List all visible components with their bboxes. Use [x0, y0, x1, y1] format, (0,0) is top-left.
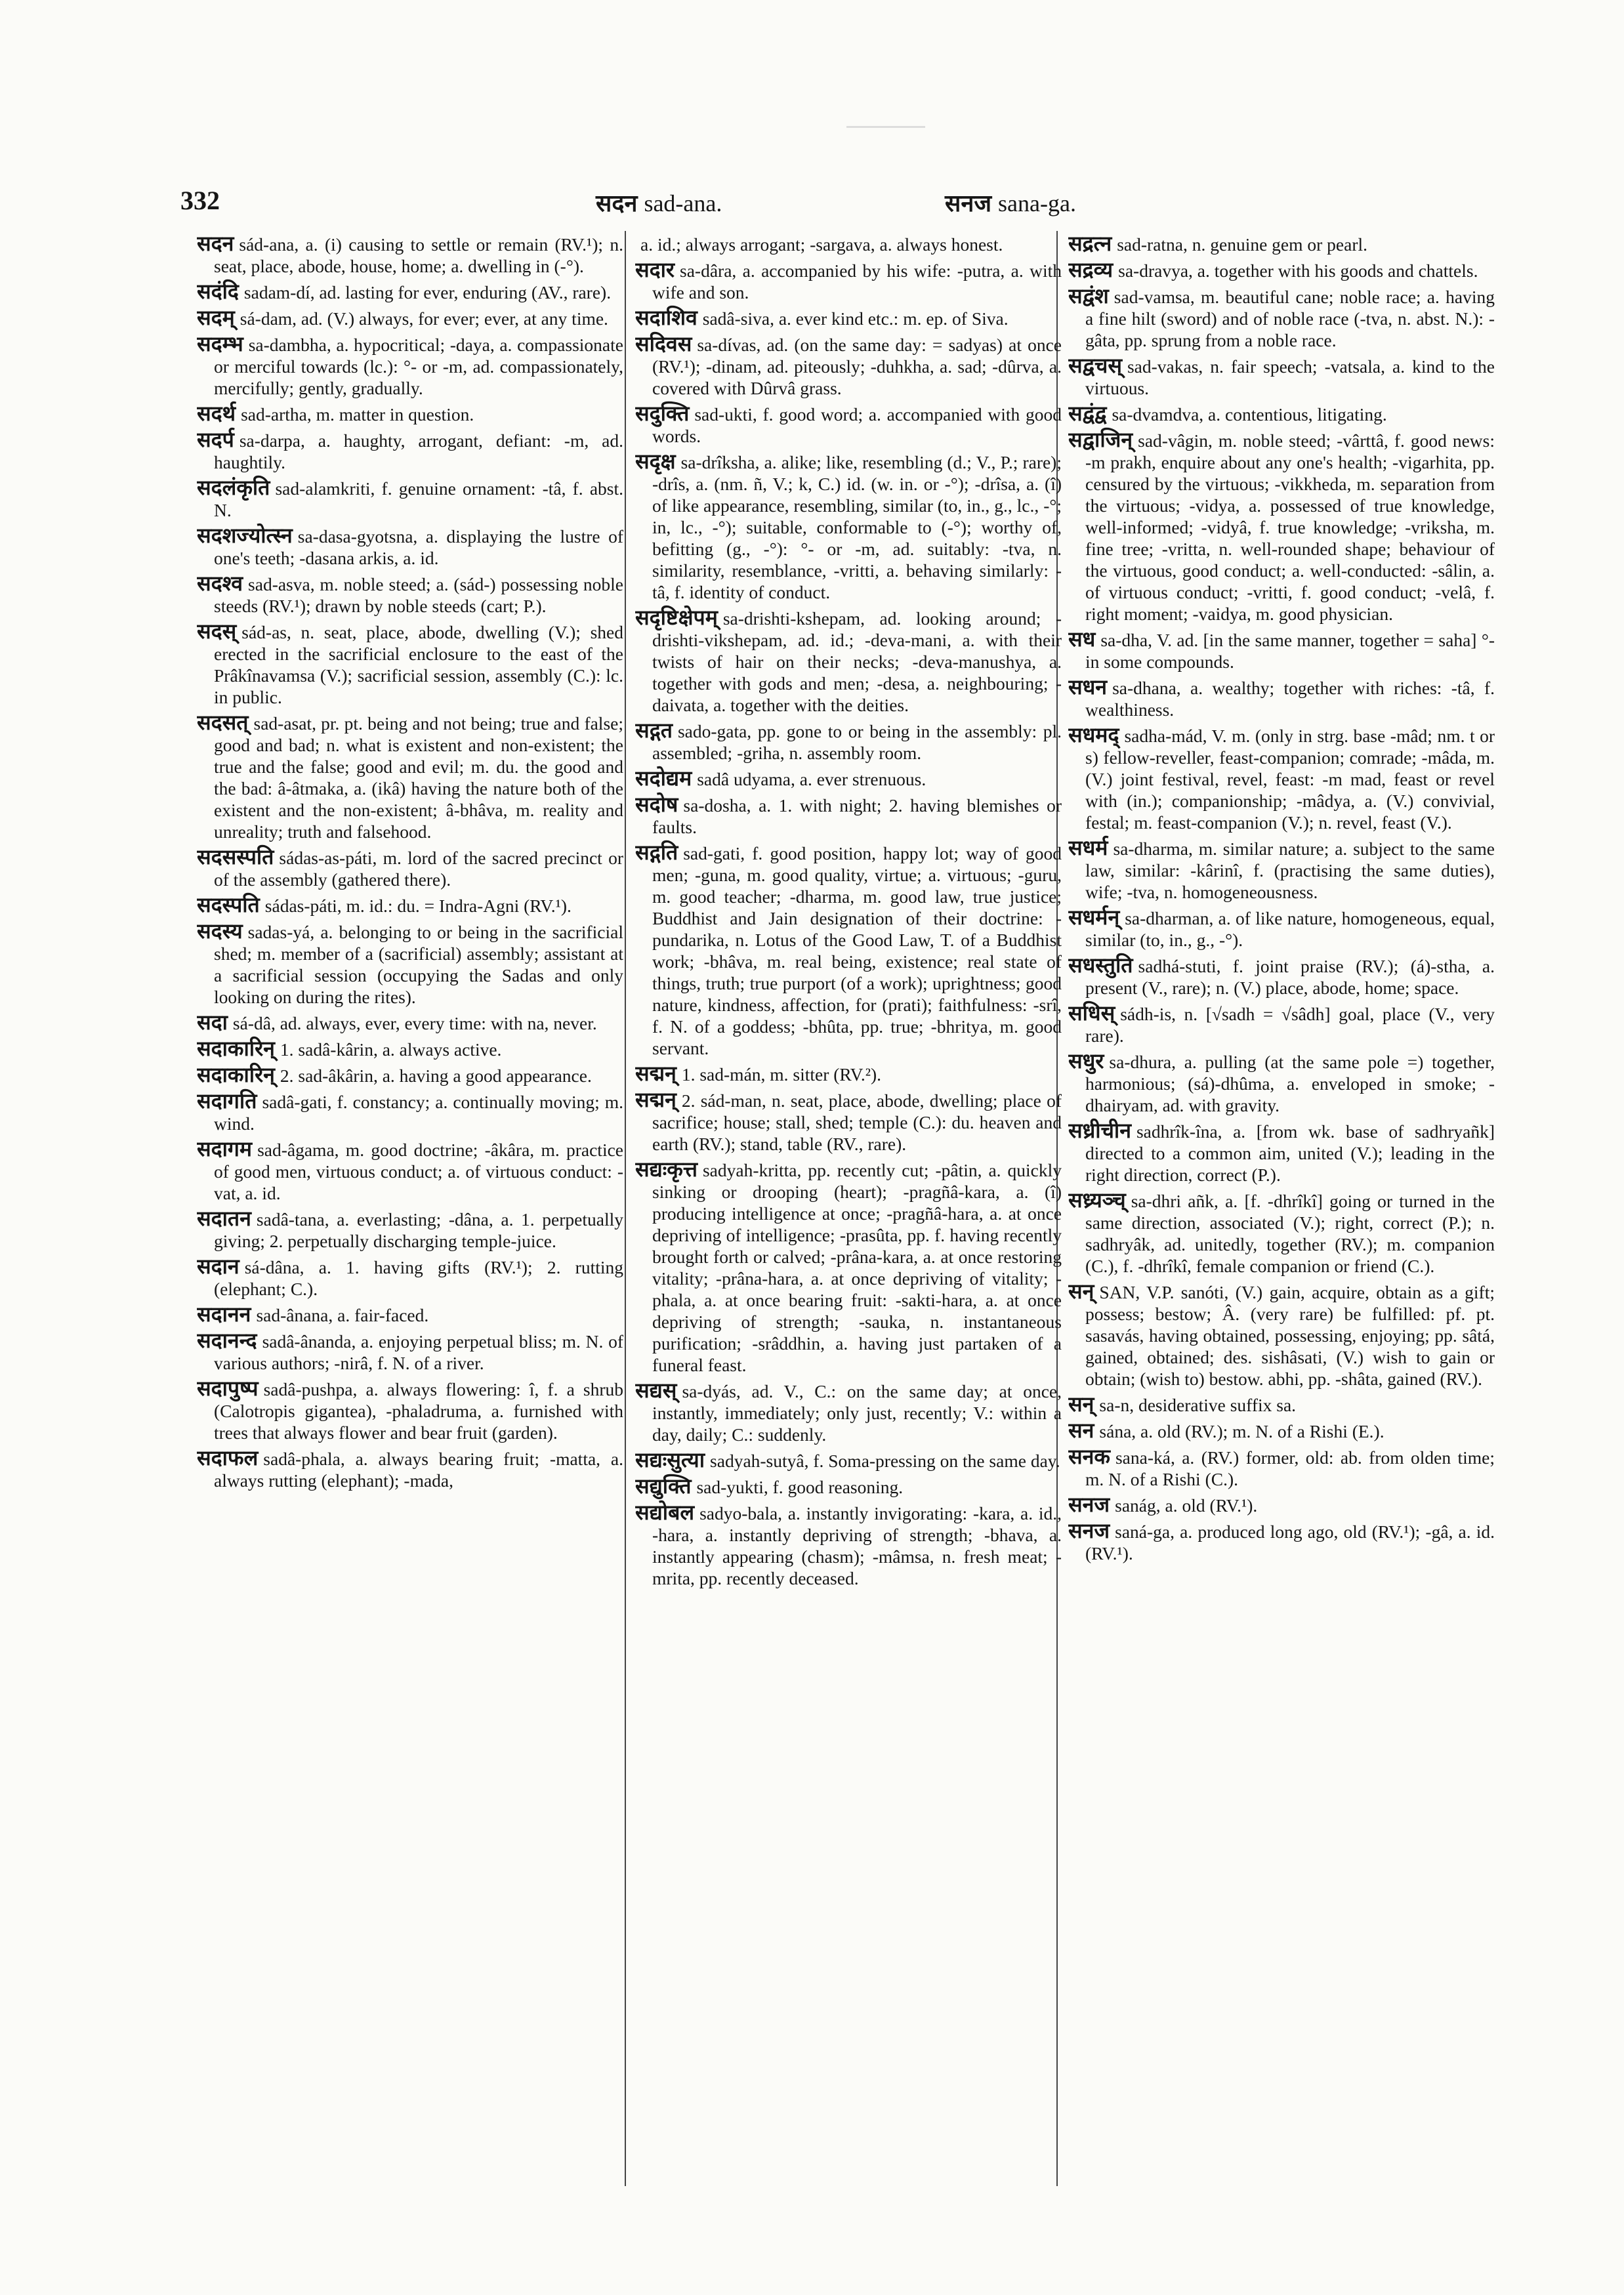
dictionary-entry — [1068, 1446, 1495, 1490]
headword-devanagari: सदन — [197, 233, 234, 256]
headword-devanagari: सदशज्योत्स्न — [197, 523, 293, 548]
entry-definition: sad-asva, m. noble steed; a. (sád-) possessing noble steeds (RV.¹); drawn by noble steeds (cart; P.). — [214, 574, 623, 616]
dictionary-entry — [635, 1449, 1062, 1472]
headword-devanagari: सद्वचस् — [1068, 353, 1122, 378]
headword-devanagari: सधमद् — [1068, 722, 1119, 747]
entry-definition: sadâ-gati, f. constancy; a. continually moving; m. wind. — [214, 1092, 623, 1134]
column-divider — [625, 231, 626, 2186]
dictionary-entry — [197, 1447, 623, 1491]
headword-devanagari: सन् — [1068, 1279, 1094, 1304]
entry-definition: sadâ-pushpa, a. always flowering: î, f. a shrub (Calotropis gigantea), -phaladruma, a. furnished with trees that always flower and bear fruit (garden). — [214, 1379, 623, 1443]
page-header — [180, 185, 1460, 224]
dictionary-entry — [1068, 1494, 1495, 1516]
dictionary-entry — [1068, 355, 1495, 399]
entry-definition: sa-drîksha, a. alike; like, resembling (d.; V., P.; rare); -drîs, a. (nm. ñ, V.; k, C.) id. (w. in. or -°); -drîsa, a. (î) of like appearance, resembling, similar (to, in., g., lc., -°; in, lc., -°); suitable, conformable to (-°); worthy of, befitting (g., -°): °- or -m, ad. suitably: -tva, n. similarity, resemblance, -vritti, a. behaving similarly: -tâ, f. identity of conduct. — [652, 452, 1062, 602]
headword-devanagari: सदंदि — [197, 279, 239, 304]
dictionary-entry — [635, 607, 1062, 716]
headword-devanagari: सद्योबल — [635, 1500, 695, 1525]
entry-definition: sad-artha, m. matter in question. — [241, 404, 474, 424]
headword-devanagari: सदसत् — [197, 710, 249, 735]
dictionary-entry — [197, 1378, 623, 1443]
dictionary-entry — [197, 621, 623, 708]
dictionary-entry — [1068, 1050, 1495, 1116]
page-number: 332 — [180, 186, 220, 215]
entry-definition: sádh-is, n. [√sadh = √sâdh] goal, place (V., very rare). — [1085, 1004, 1495, 1046]
dictionary-entry — [1068, 907, 1495, 951]
dictionary-entry — [1068, 1520, 1495, 1564]
entry-definition: saná-ga, a. produced long ago, old (RV.¹); -gâ, a. id. (RV.¹). — [1085, 1521, 1495, 1563]
entry-definition: sa-dasa-gyotsna, a. displaying the lustre of one's teeth; -dasana arkis, a. id. — [214, 526, 623, 568]
dictionary-entry — [635, 1159, 1062, 1376]
headword-devanagari: सदर्थ — [197, 401, 236, 426]
entry-definition: sá-dâna, a. 1. having gifts (RV.¹); 2. rutting (elephant; C.). — [214, 1257, 623, 1299]
headword-devanagari: सदोद्यम — [635, 766, 692, 791]
dictionary-entry — [197, 894, 623, 917]
headword-devanagari: सद्मन् — [635, 1087, 677, 1112]
dictionary-entry — [1068, 1003, 1495, 1046]
entry-definition: sá-dâ, ad. always, ever, every time: with na, never. — [232, 1013, 597, 1033]
dictionary-entry — [197, 1304, 623, 1326]
entry-definition: sadha-mád, V. m. (only in strg. base -mâd; nm. t or s) fellow-reveller, feast-companion; comrade; -mâda, m. (V.) joint festival, revel, feast: -m mad, feast or revel with (in.); companionship; -mâdya, a. (V.) convivial, festal; m. feast-companion (V.); n. revel, feast (V.). — [1085, 726, 1495, 833]
dictionary-entry — [197, 281, 623, 303]
headword-devanagari: सदोष — [635, 792, 678, 817]
dictionary-entry — [197, 1012, 623, 1034]
headword-devanagari: सद्वाजिन् — [1068, 427, 1133, 452]
dictionary-entry — [635, 1502, 1062, 1589]
entry-definition: sadâ udyama, a. ever strenuous. — [697, 769, 927, 789]
headword-devanagari: सध — [1068, 627, 1096, 651]
dictionary-entry — [635, 1380, 1062, 1445]
headword-devanagari: सदस्य — [197, 919, 243, 943]
scan-mark — [846, 126, 925, 128]
dictionary-entry — [635, 451, 1062, 603]
right-running-head — [945, 186, 1076, 218]
dictionary-entry — [197, 920, 623, 1008]
headword-devanagari: सनक — [1068, 1444, 1110, 1469]
dictionary-entry — [197, 1090, 623, 1134]
dictionary-entry — [197, 1208, 623, 1252]
entry-definition: sad-gati, f. good position, happy lot; way of good men; -guna, m. good quality, virtue; a. virtuous; -guru, m. good teacher; -dharma, m. good law, true justice; Buddhist and Jain designation of their doctrine: -pundarika, n. Lotus of the Good Law, T. of a Buddhist work; -bhâva, m. real being, existence; real state of things, truth; true purport (of a work); uprightness; good nature, kindness, affection, for (prati); faithfulness: -srî, f. N. of a goddess; -bhûta, pp. true; -bhritya, m. good servant. — [652, 843, 1062, 1058]
headword-devanagari: सध्र्यञ्च् — [1068, 1188, 1126, 1212]
entry-definition: sa-dha, V. ad. [in the same manner, together = saha] °- in some compounds. — [1085, 630, 1495, 672]
headword-devanagari: सदानन — [197, 1302, 251, 1327]
entry-definition: sa-n, desiderative suffix sa. — [1099, 1395, 1297, 1415]
headword-devanagari: सधर्मन् — [1068, 905, 1120, 930]
headword-devanagari: सदाकारिन् — [197, 1036, 275, 1061]
entry-definition: sa-darpa, a. haughty, arrogant, defiant: -m, ad. haughtily. — [214, 430, 623, 472]
entry-definition: sad-asat, pr. pt. being and not being; true and false; good and bad; n. what is existent and non-existent; the true and the false; good and evil; m. du. the good and the bad: â-âtmaka, a. (ikâ) having the nature both of the existent and the non-existent; â-bhâva, m. reality and unreality; truth and falsehood. — [214, 713, 623, 842]
headword-devanagari: सधुर — [1068, 1048, 1104, 1073]
headword-devanagari: सदम् — [197, 305, 235, 330]
headword-devanagari: सद्रत्न — [1068, 233, 1112, 256]
dictionary-entry — [635, 842, 1062, 1059]
entry-definition: sadhá-stuti, f. joint praise (RV.); (á)-stha, a. present (V., rare); n. (V.) place, abode, home; space. — [1085, 956, 1495, 998]
left-running-head — [596, 186, 722, 218]
entry-definition: sád-ana, a. (i) causing to settle or remain (RV.¹); n. seat, place, abode, house, home; a. dwelling in (-°). — [214, 234, 623, 276]
entry-definition: sadâ-tana, a. everlasting; -dâna, a. 1. perpetually giving; 2. perpetually discharging temple-juice. — [214, 1209, 623, 1251]
dictionary-entry — [1068, 259, 1495, 281]
column-2 — [635, 233, 1062, 2254]
left-head-devanagari: सदन — [596, 190, 638, 217]
headword-devanagari: सदागति — [197, 1088, 257, 1113]
dictionary-entry — [197, 307, 623, 329]
headword-devanagari: सन — [1068, 1418, 1094, 1443]
entry-definition: sana-ká, a. (RV.) former, old: ab. from olden time; m. N. of a Rishi (C.). — [1085, 1447, 1495, 1489]
entry-definition: sad-ratna, n. genuine gem or pearl. — [1117, 234, 1368, 255]
headword-devanagari: सदातन — [197, 1206, 251, 1231]
headword-devanagari: सदलंकृति — [197, 475, 270, 500]
entry-definition: sádas-as-páti, m. lord of the sacred precinct or of the assembly (gathered there). — [214, 848, 623, 890]
entry-definition: sadyo-bala, a. instantly invigorating: -kara, a. id., -hara, a. instantly depriving of strength; -bhava, a. instantly appearing (chasm); -mâmsa, n. fresh meat; -mrita, pp. recently deceased. — [652, 1503, 1062, 1588]
entry-definition: sanág, a. old (RV.¹). — [1115, 1495, 1258, 1516]
dictionary-entry — [1068, 429, 1495, 625]
entry-definition: sa-dívas, ad. (on the same day: = sadyas) at once (RV.¹); -dinam, ad. piteously; -duhkha, a. sad; -dûrva, a. covered with Dûrvâ grass. — [652, 335, 1062, 398]
dictionary-entry — [197, 573, 623, 617]
headword-devanagari: सदश्व — [197, 571, 243, 596]
headword-devanagari: सदम्भ — [197, 331, 243, 356]
dictionary-entry — [1068, 233, 1495, 255]
entry-definition: sadam-dí, ad. lasting for ever, enduring (AV., rare). — [243, 282, 612, 302]
dictionary-entry — [197, 477, 623, 521]
dictionary-entry — [197, 712, 623, 842]
dictionary-entry — [1068, 629, 1495, 672]
headword-devanagari: सद्युक्ति — [635, 1474, 692, 1499]
headword-devanagari: सदस् — [197, 619, 237, 644]
headword-devanagari: सद्गत — [635, 718, 673, 743]
dictionary-entry — [635, 259, 1062, 303]
entry-definition: 1. sad-mán, m. sitter (RV.²). — [681, 1064, 882, 1085]
entry-definition: sa-dhana, a. wealthy; together with riches: -tâ, f. wealthiness. — [1085, 678, 1495, 720]
dictionary-entry — [1068, 676, 1495, 720]
dictionary-entry — [197, 333, 623, 399]
entry-definition: sad-alamkriti, f. genuine ornament: -tâ, f. abst. N. — [214, 478, 623, 520]
entry-definition: sa-dharma, m. similar nature; a. subject to the same law, similar: -kârinî, f. (practising the same duties), wife; -tva, n. homogeneousness. — [1085, 838, 1495, 902]
headword-devanagari: सद्यस् — [635, 1378, 677, 1403]
dictionary-entry — [197, 1330, 623, 1374]
entry-definition: a. id.; always arrogant; -sargava, a. always honest. — [640, 234, 1003, 255]
headword-devanagari: सधस्तुति — [1068, 953, 1133, 978]
dictionary-entry — [635, 794, 1062, 838]
entry-definition: SAN, V.P. sanóti, (V.) gain, acquire, obtain as a gift; possess; bestow; Â. (very rare) be fulfilled: pf. pt. sasavás, having obtained, possessing, enjoying; pp. sâtá, gained, obtained; des. sishâsati, (V.) wish to gain or obtain; (wish to) bestow. abhi, pp. -shâta, gained (RV.). — [1085, 1282, 1495, 1389]
dictionary-entry — [197, 525, 623, 569]
dictionary-entry — [635, 1089, 1062, 1155]
headword-devanagari: सदार — [635, 257, 675, 282]
dictionary-entry — [635, 403, 1062, 447]
entry-definition: sadyah-sutyâ, f. Soma-pressing on the same day. — [710, 1451, 1060, 1471]
entry-definition: sa-dravya, a. together with his goods and chattels. — [1118, 260, 1478, 281]
entry-definition: 1. sadâ-kârin, a. always active. — [280, 1039, 502, 1060]
entry-definition: sa-dvamdva, a. contentious, litigating. — [1112, 404, 1387, 424]
headword-devanagari: सद्गति — [635, 840, 678, 865]
headword-devanagari: सधन — [1068, 674, 1108, 699]
headword-devanagari: सनज — [1068, 1518, 1110, 1543]
entry-definition: sadâ-ânanda, a. enjoying perpetual bliss; m. N. of various authors; -nirâ, f. N. of a river. — [214, 1331, 623, 1373]
headword-devanagari: सधिस् — [1068, 1001, 1115, 1025]
headword-devanagari: सद्यःसुत्या — [635, 1447, 705, 1472]
entry-definition: sad-vakas, n. fair speech; -vatsala, a. kind to the virtuous. — [1085, 356, 1495, 398]
entry-definition: sad-ukti, f. good word; a. accompanied with good words. — [652, 404, 1062, 446]
right-head-roman: sana-ga. — [998, 190, 1076, 217]
dictionary-entry — [1068, 403, 1495, 425]
entry-definition: sadas-yá, a. belonging to or being in the sacrificial shed; m. member of a (sacrificial) assembly; assistant at a sacrificial session (occupying the Sadas and only looking on during the rites). — [214, 922, 623, 1007]
left-head-roman-text: sad-ana. — [644, 190, 722, 217]
entry-definition: sa-dharman, a. of like nature, homogeneous, equal, similar (to, in., g., -°). — [1085, 908, 1495, 950]
entry-definition: sado-gata, pp. gone to or being in the assembly: pl. assembled; -griha, n. assembly room. — [652, 721, 1062, 763]
entry-definition: sá-dam, ad. (V.) always, for ever; ever, at any time. — [239, 308, 608, 329]
headword-devanagari: सदृक्ष — [635, 449, 676, 474]
dictionary-entry — [635, 1063, 1062, 1085]
headword-devanagari: सदस्पति — [197, 892, 260, 917]
headword-devanagari: सद्रव्य — [1068, 257, 1114, 282]
headword-devanagari: सदानन्द — [197, 1328, 257, 1353]
headword-devanagari: सध्रीचीन — [1068, 1118, 1131, 1143]
entry-definition: sa-dambha, a. hypocritical; -daya, a. compassionate or merciful towards (lc.): °- or -m, ad. compassionately, mercifully; gently, gradually. — [214, 335, 623, 398]
dictionary-entry — [197, 1038, 623, 1060]
entry-definition: 2. sad-âkârin, a. having a good appearance. — [280, 1065, 592, 1086]
headword-devanagari: सधर्म — [1068, 835, 1108, 860]
entry-definition: sad-ânana, a. fair-faced. — [256, 1305, 429, 1325]
headword-devanagari: सदाशिव — [635, 305, 697, 330]
headword-devanagari: सदसस्पति — [197, 844, 274, 869]
headword-devanagari: सन् — [1068, 1392, 1094, 1416]
entry-definition: sad-âgama, m. good doctrine; -âkâra, m. practice of good men, virtuous conduct; a. of virtuous conduct: -vat, a. id. — [214, 1140, 623, 1203]
headword-devanagari: सद्मन् — [635, 1061, 677, 1086]
headword-devanagari: सदृष्टिक्षेपम् — [635, 605, 718, 630]
dictionary-entry — [1068, 1281, 1495, 1390]
dictionary-entry — [635, 233, 1062, 255]
headword-devanagari: सदाकारिन् — [197, 1062, 275, 1087]
headword-devanagari: सद्वंश — [1068, 283, 1109, 308]
headword-devanagari: सदागम — [197, 1136, 253, 1161]
headword-devanagari: सद्यःकृत्त — [635, 1157, 697, 1182]
entry-definition: sad-vamsa, m. beautiful cane; noble race; a. having a fine hilt (sword) and of noble race (-tva, n. abst. N.): -gâta, pp. sprung from a noble race. — [1085, 287, 1495, 350]
right-head-devanagari: सनज — [945, 190, 992, 217]
entry-definition: sadâ-siva, a. ever kind etc.: m. ep. of Siva. — [702, 308, 1009, 329]
dictionary-entry — [1068, 1120, 1495, 1186]
dictionary-entry — [1068, 285, 1495, 351]
dictionary-entry — [635, 1476, 1062, 1498]
entry-definition: sa-dhura, a. pulling (at the same pole =) together, harmonious; (sá)-dhûma, a. enveloped in smoke; -dhairyam, ad. with gravity. — [1085, 1052, 1495, 1115]
headword-devanagari: सदुक्ति — [635, 401, 690, 426]
headword-devanagari: सदिवस — [635, 331, 692, 356]
headword-devanagari: सदा — [197, 1010, 228, 1035]
entry-definition: 2. sád-man, n. seat, place, abode, dwelling; place of sacrifice; house; stall, shed; temple (C.): du. heaven and earth (RV.); stand, table (RV., rare). — [652, 1090, 1062, 1154]
dictionary-entry — [635, 307, 1062, 329]
dictionary-entry — [635, 720, 1062, 764]
dictionary-entry — [1068, 955, 1495, 999]
entry-definition: sadyah-kritta, pp. recently cut; -pâtin, a. quickly sinking or drooping (heart); -pragñâ-kara, a. (î) producing intelligence at once; -pragñâ-hara, a. at once depriving of intelligence; -prasûta, pp. f. having recently brought forth or calved; -prâna-kara, a. at once restoring vitality; -prâna-hara, a. at once depriving of vitality; -phala, a. at once bearing fruit: -sakti-hara, a. at once depriving of strength; -sauka, n. instantaneous purification; -srâddhin, a. having just partaken of a funeral feast. — [652, 1160, 1062, 1375]
headword-devanagari: सदाफल — [197, 1445, 259, 1470]
dictionary-entry — [1068, 1394, 1495, 1416]
dictionary-entry — [197, 1256, 623, 1300]
entry-definition: sádas-páti, m. id.: du. = Indra-Agni (RV.¹). — [264, 896, 572, 916]
dictionary-entry — [635, 333, 1062, 399]
entry-definition: sa-dyás, ad. V., C.: on the same day; at once, instantly, immediately; only just, recently; V.: within a day, daily; C.: suddenly. — [652, 1381, 1062, 1445]
dictionary-entry — [197, 233, 623, 277]
dictionary-entry — [1068, 1420, 1495, 1442]
entry-definition: sa-dhri añk, a. [f. -dhrîkî] going or turned in the same direction, associated (V.); right, correct (P.); n. sadhryâk, ad. unitedly, together (RV.); m. companion (C.), f. -dhrîkî, female companion or friend (C.). — [1085, 1191, 1495, 1276]
entry-definition: sa-dosha, a. 1. with night; 2. having blemishes or faults. — [652, 795, 1062, 837]
headword-devanagari: सदर्प — [197, 427, 234, 452]
entry-definition: sád-as, n. seat, place, abode, dwelling (V.); shed erected in the sacrificial enclosure to the east of the Prâkînavamsa (V.); sacrificial session, assembly (C.): lc. in public. — [214, 622, 623, 707]
column-3 — [1068, 233, 1495, 2254]
headword-devanagari: सनज — [1068, 1492, 1110, 1517]
dictionary-entry — [635, 768, 1062, 790]
dictionary-entry — [197, 429, 623, 473]
dictionary-entry — [197, 846, 623, 890]
dictionary-entry — [197, 1138, 623, 1204]
entry-definition: sadhrîk-îna, a. [from wk. base of sadhryañk] directed to a common aim, united (V.); leading in the right direction, correct (P.). — [1085, 1121, 1495, 1185]
entry-definition: sad-yukti, f. good reasoning. — [696, 1477, 904, 1497]
entry-definition: sána, a. old (RV.); m. N. of a Rishi (E.). — [1099, 1421, 1385, 1441]
dictionary-entry — [1068, 1189, 1495, 1277]
column-1 — [197, 233, 623, 2254]
headword-devanagari: सदापुष्प — [197, 1376, 259, 1401]
entry-definition: sa-drishti-kshepam, ad. looking around; -drishti-vikshepam, ad. id.; -deva-mani, a. with their twists of hair on their necks; -deva-manushya, a. together with gods and men; -desa, a. neighbouring; -daivata, a. together with the deities. — [652, 608, 1062, 715]
headword-devanagari: सदान — [197, 1254, 239, 1279]
entry-definition: sad-vâgin, m. noble steed; -vârttâ, f. good news: -m prakh, enquire about any one's health; -vigarhita, pp. censured by the virtuous; -vikkheda, m. separation from the virtuous; -vidya, a. possessed of true knowledge, well-informed; -vidyâ, f. true knowledge; -vriksha, m. fine tree; -vritta, n. well-rounded shape; behaviour of the virtuous, good conduct; a. well-conducted: -sâlin, a. of virtuous conduct; -vritti, f. good conduct; -velâ, f. right moment; -vaidya, m. good physician. — [1085, 430, 1495, 624]
dictionary-entry — [1068, 724, 1495, 833]
dictionary-entry — [197, 1064, 623, 1086]
entry-definition: sa-dâra, a. accompanied by his wife: -putra, a. with wife and son. — [652, 260, 1062, 302]
dictionary-entry — [1068, 837, 1495, 903]
dictionary-entry — [197, 403, 623, 425]
entry-definition: sadâ-phala, a. always bearing fruit; -matta, a. always rutting (elephant); -mada, — [214, 1449, 623, 1491]
headword-devanagari: सद्वंद्व — [1068, 401, 1107, 426]
